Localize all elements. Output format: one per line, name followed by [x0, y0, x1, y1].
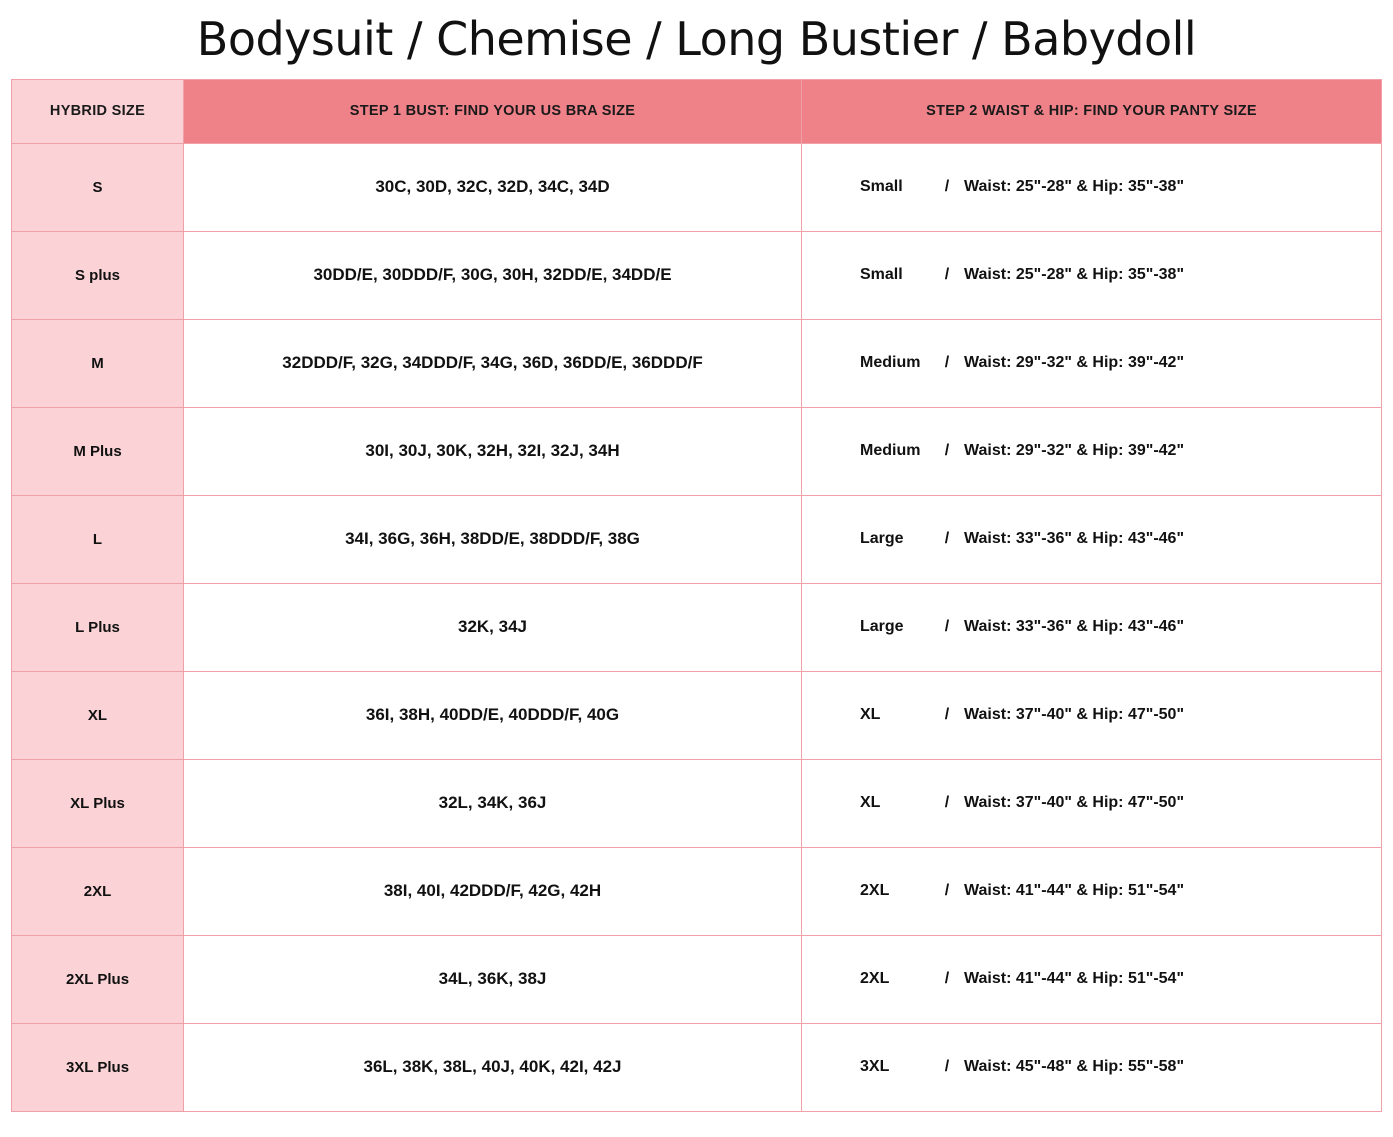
panty-row	[812, 354, 1371, 372]
cell-hybrid-size: L Plus	[12, 583, 184, 671]
panty-separator: /	[944, 706, 950, 724]
cell-panty-size	[802, 495, 1382, 583]
page-title: Bodysuit / Chemise / Long Bustier / Babydoll	[196, 12, 1197, 66]
table-header	[12, 79, 1382, 143]
column-header-hybrid-size: HYBRID SIZE	[12, 79, 184, 143]
cell-hybrid-size: S plus	[12, 231, 184, 319]
cell-panty-size	[802, 935, 1382, 1023]
panty-size-label: XL	[860, 706, 881, 724]
table-row	[12, 495, 1382, 583]
table-row	[12, 759, 1382, 847]
panty-separator: /	[944, 970, 950, 988]
size-chart-table	[11, 79, 1382, 1112]
panty-separator: /	[944, 354, 950, 372]
panty-separator: /	[944, 618, 950, 636]
panty-size-label: 3XL	[860, 1058, 890, 1076]
cell-bust-sizes: 30I, 30J, 30K, 32H, 32I, 32J, 34H	[184, 407, 802, 495]
cell-hybrid-size: S	[12, 143, 184, 231]
cell-bust-sizes: 30C, 30D, 32C, 32D, 34C, 34D	[184, 143, 802, 231]
table-row	[12, 231, 1382, 319]
panty-measurements: Waist: 37"-40" & Hip: 47"-50"	[964, 794, 1185, 812]
panty-size-label: Large	[860, 618, 904, 636]
panty-measurements: Waist: 37"-40" & Hip: 47"-50"	[964, 706, 1185, 724]
panty-measurements: Waist: 41"-44" & Hip: 51"-54"	[964, 882, 1185, 900]
cell-panty-size	[802, 407, 1382, 495]
panty-size-label: Small	[860, 266, 903, 284]
panty-separator: /	[944, 882, 950, 900]
cell-hybrid-size: XL	[12, 671, 184, 759]
cell-panty-size	[802, 319, 1382, 407]
panty-size-label: Medium	[860, 442, 921, 460]
table-row	[12, 671, 1382, 759]
panty-row	[812, 442, 1371, 460]
panty-measurements: Waist: 29"-32" & Hip: 39"-42"	[964, 354, 1185, 372]
cell-hybrid-size: M Plus	[12, 407, 184, 495]
panty-measurements: Waist: 41"-44" & Hip: 51"-54"	[964, 970, 1185, 988]
cell-bust-sizes: 32L, 34K, 36J	[184, 759, 802, 847]
cell-hybrid-size: L	[12, 495, 184, 583]
table-row	[12, 143, 1382, 231]
cell-panty-size	[802, 671, 1382, 759]
cell-bust-sizes: 32DDD/F, 32G, 34DDD/F, 34G, 36D, 36DD/E, 36DDD/F	[184, 319, 802, 407]
panty-measurements: Waist: 33"-36" & Hip: 43"-46"	[964, 530, 1185, 548]
cell-panty-size	[802, 759, 1382, 847]
panty-measurements: Waist: 25"-28" & Hip: 35"-38"	[964, 266, 1185, 284]
table-body	[12, 143, 1382, 1111]
cell-panty-size	[802, 847, 1382, 935]
cell-hybrid-size: M	[12, 319, 184, 407]
panty-row	[812, 794, 1371, 812]
table-header-row	[12, 79, 1382, 143]
panty-size-label: Medium	[860, 354, 921, 372]
cell-bust-sizes: 32K, 34J	[184, 583, 802, 671]
panty-separator: /	[944, 794, 950, 812]
table-row	[12, 583, 1382, 671]
panty-row	[812, 530, 1371, 548]
table-row	[12, 319, 1382, 407]
panty-measurements: Waist: 33"-36" & Hip: 43"-46"	[964, 618, 1185, 636]
panty-separator: /	[944, 266, 950, 284]
cell-bust-sizes: 34I, 36G, 36H, 38DD/E, 38DDD/F, 38G	[184, 495, 802, 583]
cell-bust-sizes: 34L, 36K, 38J	[184, 935, 802, 1023]
cell-panty-size	[802, 143, 1382, 231]
cell-panty-size	[802, 583, 1382, 671]
panty-measurements: Waist: 29"-32" & Hip: 39"-42"	[964, 442, 1185, 460]
cell-panty-size	[802, 231, 1382, 319]
panty-size-label: XL	[860, 794, 881, 812]
table-row	[12, 407, 1382, 495]
cell-hybrid-size: 3XL Plus	[12, 1023, 184, 1111]
table-row	[12, 935, 1382, 1023]
cell-panty-size	[802, 1023, 1382, 1111]
cell-bust-sizes: 30DD/E, 30DDD/F, 30G, 30H, 32DD/E, 34DD/E	[184, 231, 802, 319]
size-chart-page	[0, 14, 1393, 1137]
panty-row	[812, 882, 1371, 900]
column-header-panty: STEP 2 WAIST & HIP: FIND YOUR PANTY SIZE	[802, 79, 1382, 143]
panty-row	[812, 618, 1371, 636]
panty-measurements: Waist: 45"-48" & Hip: 55"-58"	[964, 1058, 1185, 1076]
cell-hybrid-size: 2XL Plus	[12, 935, 184, 1023]
panty-separator: /	[944, 1058, 950, 1076]
cell-bust-sizes: 36L, 38K, 38L, 40J, 40K, 42I, 42J	[184, 1023, 802, 1111]
table-row	[12, 847, 1382, 935]
panty-separator: /	[944, 178, 950, 196]
panty-separator: /	[944, 530, 950, 548]
panty-size-label: 2XL	[860, 882, 890, 900]
panty-row	[812, 970, 1371, 988]
cell-hybrid-size: XL Plus	[12, 759, 184, 847]
panty-row	[812, 178, 1371, 196]
panty-size-label: 2XL	[860, 970, 890, 988]
cell-hybrid-size: 2XL	[12, 847, 184, 935]
panty-row	[812, 266, 1371, 284]
panty-size-label: Large	[860, 530, 904, 548]
panty-separator: /	[944, 442, 950, 460]
panty-row	[812, 706, 1371, 724]
panty-row	[812, 1058, 1371, 1076]
cell-bust-sizes: 38I, 40I, 42DDD/F, 42G, 42H	[184, 847, 802, 935]
panty-measurements: Waist: 25"-28" & Hip: 35"-38"	[964, 178, 1185, 196]
panty-size-label: Small	[860, 178, 903, 196]
column-header-bust: STEP 1 BUST: FIND YOUR US BRA SIZE	[184, 79, 802, 143]
table-row	[12, 1023, 1382, 1111]
cell-bust-sizes: 36I, 38H, 40DD/E, 40DDD/F, 40G	[184, 671, 802, 759]
